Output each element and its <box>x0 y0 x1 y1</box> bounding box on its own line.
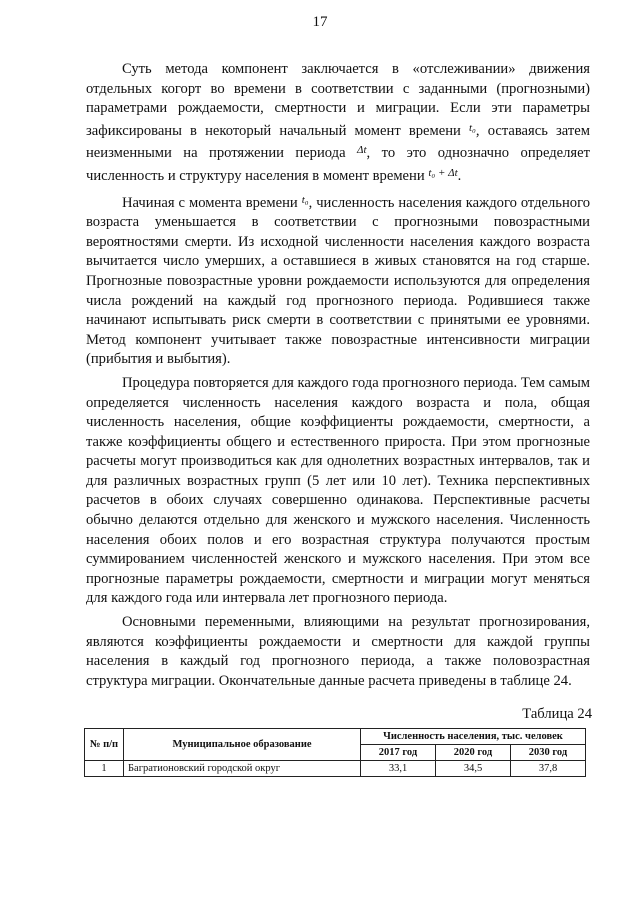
column-header-year: 2030 год <box>511 745 586 761</box>
paragraph: Суть метода компонент заключается в «отслеживании» движения отдельных когорт во времени в соответствии с заданными (прогнозными) параметрами рождаемости, смертности и миграции. Если эти параметры зафиксированы в некоторый начальный момент времени $^{t_0}$, оставаясь затем неизменными на протяжении периода $^{\Delta t}$, то это однозначно определяет численность и структуру населения в момент времени $^{t_0 + \Delta t}$. <box>86 61 590 184</box>
paragraph: Начиная с момента времени $^{t_0}$, численность населения каждого отдельного возраста уменьшается в соответствии с прогнозными повозрастными вероятностями смерти. Из исходной численности населения каждого возраста вычитается число умерших, а оставшиеся в живых становятся на год старше. Прогнозные повозрастные уровни рождаемости используются для определения числа рождений на каждый год прогнозного периода. Родившиеся также начинают испытывать риск смерти в соответствии с принятыми ее уровнями. Метод компонент учитывает также повозрастные интенсивности миграции (прибытия и выбытия). <box>86 193 590 368</box>
row-number: 1 <box>85 761 124 777</box>
population-table <box>84 728 586 777</box>
body-text <box>86 60 590 695</box>
column-header-population: Численность населения, тыс. человек <box>361 729 586 745</box>
math-symbol: Δt <box>357 144 367 157</box>
population-value: 33,1 <box>361 761 436 777</box>
math-symbol: t₀ + Δt <box>428 166 458 179</box>
population-value: 37,8 <box>511 761 586 777</box>
column-header-year: 2017 год <box>361 745 436 761</box>
population-value: 34,5 <box>436 761 511 777</box>
math-symbol: t₀ <box>469 121 476 134</box>
table-caption: Таблица 24 <box>522 706 592 722</box>
table-row <box>85 761 586 777</box>
column-header-year: 2020 год <box>436 745 511 761</box>
math-symbol: t₀ <box>301 193 309 206</box>
municipality-name: Багратионовский городской округ <box>124 761 361 777</box>
paragraph: Основными переменными, влияющими на результат прогнозирования, являются коэффициенты рождаемости и смертности для каждой группы населения в каждый год прогнозного периода, а также половозрастная структура миграции. Окончательные данные расчета приведены в таблице 24. <box>86 614 590 689</box>
page-number: 17 <box>312 14 328 30</box>
column-header-municipality: Муниципальное образование <box>124 729 361 761</box>
paragraph: Процедура повторяется для каждого года прогнозного периода. Тем самым определяется численность населения каждого возраста и пола, общая численность населения, общие коэффициенты рождаемости, смертности, а также коэффициенты общего и естественного прироста. При этом прогнозные расчеты могут производиться как для однолетних возрастных интервалов, так и для различных возрастных групп (5 лет или 10 лет). Техника перспективных расчетов в обоих случаях совершенно одинакова. Перспективные расчеты обычно делаются отдельно для женского и мужского населения. Численность населения обоих полов и его возрастная структура получаются простым суммированием численностей женского и мужского населения. При этом все прогнозные параметры рождаемости, смертности и миграции могут меняться для каждого года или интервала лет прогнозного периода. <box>86 374 590 607</box>
column-header-num: № п/п <box>85 729 124 761</box>
